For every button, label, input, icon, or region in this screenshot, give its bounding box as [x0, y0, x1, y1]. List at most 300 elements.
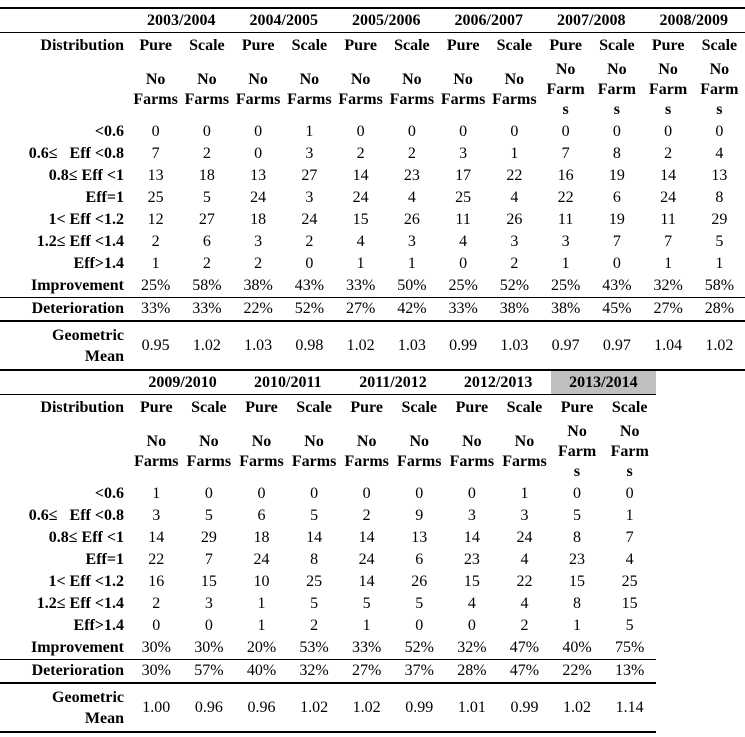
- table-row: [0, 571, 656, 593]
- year-header: 2007/2008: [557, 11, 626, 29]
- data-cell: 15: [200, 573, 217, 590]
- row-label: <0.6: [94, 485, 124, 502]
- data-cell: 0: [510, 123, 519, 140]
- data-cell: 33%: [448, 300, 478, 317]
- no-farms-text: No: [462, 433, 482, 450]
- no-farms-text: Farms: [186, 453, 232, 470]
- data-cell: 52%: [294, 300, 325, 317]
- no-farms-text: No: [607, 61, 627, 78]
- data-cell: 1: [362, 617, 371, 634]
- data-cell: 5: [715, 233, 724, 250]
- no-farms-text: No: [453, 71, 473, 88]
- distribution-header: Distribution: [40, 399, 124, 416]
- table-row: [0, 298, 745, 322]
- year-header: 2006/2007: [454, 11, 523, 29]
- row-label: Deterioration: [31, 300, 124, 317]
- data-cell: 19: [608, 167, 625, 184]
- col-header-pure: Pure: [549, 37, 582, 54]
- data-cell: 14: [660, 167, 677, 184]
- data-cell: 32%: [457, 639, 487, 656]
- data-cell: 0.98: [295, 336, 324, 354]
- no-farms-text: Farms: [389, 91, 435, 108]
- table-row: [0, 321, 745, 370]
- data-cell: 24: [516, 529, 533, 546]
- no-farms-text: Farms: [184, 91, 230, 108]
- col-header-scale: Scale: [611, 399, 648, 416]
- col-subheader-no-farms: [181, 59, 232, 121]
- data-cell: 4: [407, 189, 416, 206]
- data-cell: 30%: [194, 639, 224, 656]
- data-cell: 0.99: [405, 698, 434, 716]
- data-cell: 13: [147, 167, 164, 184]
- data-cell: 25%: [140, 277, 171, 294]
- data-cell: 5: [202, 189, 211, 206]
- column-header-row: [0, 33, 745, 60]
- data-cell: 27: [198, 211, 215, 228]
- no-farms-text: Farm: [610, 443, 649, 460]
- data-cell: 3: [520, 507, 529, 524]
- data-cell: 0: [407, 123, 416, 140]
- data-cell: 28%: [704, 300, 735, 317]
- no-farms-text: s: [573, 463, 581, 480]
- data-cell: 1.02: [705, 336, 734, 354]
- data-cell: 0: [715, 123, 724, 140]
- table-row: [0, 253, 745, 275]
- table-body: [0, 121, 745, 370]
- data-cell: 0: [305, 255, 314, 272]
- data-cell: 24: [250, 189, 267, 206]
- no-farms-text: No: [402, 71, 422, 88]
- data-cell: 3: [561, 233, 570, 250]
- data-cell: 40%: [562, 639, 592, 656]
- col-header-scale: Scale: [296, 399, 332, 416]
- data-cell: 13%: [615, 662, 645, 679]
- data-cell: 6: [257, 507, 266, 524]
- data-cell: 32%: [653, 277, 683, 294]
- data-cell: 43%: [294, 277, 325, 294]
- data-cell: 1.02: [192, 336, 221, 354]
- row-label: 1.2≤ Eff <1.4: [36, 233, 124, 250]
- data-cell: 9: [415, 507, 424, 524]
- data-cell: 0: [151, 123, 160, 140]
- col-header-pure: Pure: [344, 37, 377, 54]
- table-row: [0, 615, 656, 637]
- year-row-spacer: [0, 8, 130, 33]
- row-label: 0.8≤ Eff <1: [48, 167, 124, 184]
- data-cell: 22: [557, 189, 574, 206]
- data-cell: 25: [306, 573, 323, 590]
- data-cell: 2: [202, 255, 211, 272]
- column-header-row: [0, 395, 656, 422]
- data-cell: 24: [358, 551, 375, 568]
- table-row: [0, 209, 745, 231]
- data-cell: 0: [625, 485, 634, 502]
- data-cell: 4: [715, 145, 724, 162]
- no-farms-text: No: [304, 433, 324, 450]
- no-farms-text: Farms: [235, 91, 281, 108]
- col-subheader-no-farms: [694, 59, 745, 121]
- table-body: [0, 483, 656, 732]
- no-farms-text: No: [199, 433, 219, 450]
- col-header-pure: Pure: [350, 399, 383, 416]
- col-subheader-no-farms: [591, 59, 642, 121]
- data-cell: 7: [561, 145, 570, 162]
- data-cell: 1: [407, 255, 416, 272]
- data-cell: 0: [573, 485, 582, 502]
- col-subheader-no-farms: [540, 59, 591, 121]
- data-cell: 0: [612, 123, 621, 140]
- data-cell: 13: [411, 529, 428, 546]
- data-cell: 22: [506, 167, 523, 184]
- data-cell: 25: [621, 573, 638, 590]
- data-cell: 6: [415, 551, 424, 568]
- no-farms-text: Farms: [449, 453, 495, 470]
- data-cell: 26: [506, 211, 523, 228]
- data-cell: 0: [356, 123, 365, 140]
- year-header: 2013/2014: [551, 371, 656, 395]
- data-cell: 11: [557, 211, 574, 228]
- data-cell: 0: [612, 255, 621, 272]
- col-subheader-no-farms: [183, 421, 236, 483]
- data-cell: 27%: [345, 300, 376, 317]
- data-cell: 27: [301, 167, 318, 184]
- col-subheader-no-farms: [489, 59, 540, 121]
- no-farms-text: Farms: [134, 453, 179, 470]
- data-cell: 2: [305, 233, 314, 250]
- no-farms-text: Farm: [649, 81, 688, 98]
- year-header: 2008/2009: [659, 11, 728, 29]
- table-row: [0, 275, 745, 298]
- data-cell: 15: [569, 573, 586, 590]
- data-cell: 24: [352, 189, 369, 206]
- data-cell: 20%: [246, 639, 277, 656]
- efficiency-distribution-table-2003-2009: [0, 7, 745, 371]
- col-header-scale: Scale: [401, 399, 438, 416]
- data-cell: 2: [356, 145, 365, 162]
- data-cell: 25%: [448, 277, 478, 294]
- data-cell: 5: [362, 595, 371, 612]
- data-cell: 3: [152, 507, 161, 524]
- efficiency-distribution-table-2009-2014: [0, 371, 656, 733]
- data-cell: 6: [612, 189, 621, 206]
- no-farms-text: Farms: [239, 453, 284, 470]
- table-row: [0, 683, 656, 732]
- col-header-pure: Pure: [560, 399, 594, 416]
- row-label: Eff=1: [85, 189, 124, 206]
- data-cell: 19: [608, 211, 625, 228]
- col-subheader-no-farms: [233, 59, 284, 121]
- row-label: 1< Eff <1.2: [48, 211, 124, 228]
- data-cell: 7: [204, 551, 213, 568]
- data-cell: 1: [715, 255, 724, 272]
- data-cell: 5: [625, 617, 634, 634]
- row-label-line: Geometric: [52, 688, 124, 706]
- col-subheader-no-farms: [498, 421, 551, 483]
- data-cell: 7: [151, 145, 160, 162]
- data-cell: 13: [250, 167, 267, 184]
- data-cell: 33%: [352, 639, 382, 656]
- data-cell: 1.14: [615, 698, 644, 716]
- no-farms-text: s: [626, 463, 633, 480]
- data-cell: 38%: [243, 277, 273, 294]
- table-row: [0, 505, 656, 527]
- data-cell: 15: [621, 595, 638, 612]
- data-cell: 47%: [509, 662, 540, 679]
- data-cell: 5: [204, 507, 213, 524]
- data-cell: 15: [463, 573, 480, 590]
- col-subheader-no-farms: [235, 421, 288, 483]
- year-header: 2005/2006: [352, 11, 421, 29]
- data-cell: 2: [664, 145, 673, 162]
- distribution-header: Distribution: [40, 37, 124, 54]
- data-cell: 42%: [397, 300, 427, 317]
- data-cell: 4: [520, 595, 529, 612]
- col-header-scale: Scale: [394, 37, 430, 54]
- data-cell: 28%: [457, 662, 487, 679]
- data-cell: 53%: [299, 639, 329, 656]
- data-cell: 12: [147, 211, 164, 228]
- data-cell: 38%: [499, 300, 530, 317]
- data-cell: 3: [407, 233, 416, 250]
- col-subheader-no-farms: [386, 59, 437, 121]
- data-cell: 3: [254, 233, 263, 250]
- no-farms-text: Farm: [700, 81, 739, 98]
- no-farms-text: s: [562, 101, 569, 118]
- data-cell: 1: [561, 255, 570, 272]
- data-cell: 1: [664, 255, 673, 272]
- col-subheader-no-farms: [130, 59, 181, 121]
- col-subheader-no-farms: [446, 421, 499, 483]
- row-label: Eff>1.4: [73, 617, 124, 634]
- no-farms-text: No: [145, 71, 166, 88]
- table-row: [0, 121, 745, 143]
- data-cell: 0: [202, 123, 211, 140]
- data-cell: 3: [510, 233, 519, 250]
- no-farms-text: Farms: [502, 453, 547, 470]
- data-cell: 30%: [141, 639, 171, 656]
- col-subheader-no-farms: [643, 59, 694, 121]
- data-cell: 4: [520, 551, 529, 568]
- data-cell: 7: [625, 529, 634, 546]
- data-cell: 4: [459, 233, 468, 250]
- row-label: 0.6≤ Eff <0.8: [28, 507, 124, 524]
- data-cell: 57%: [194, 662, 224, 679]
- no-farms-text: Farms: [440, 91, 486, 108]
- data-cell: 5: [310, 595, 319, 612]
- col-subheader-no-farms: [393, 421, 446, 483]
- data-cell: 0: [310, 485, 319, 502]
- data-cell: 1.03: [500, 336, 529, 354]
- data-cell: 22: [148, 551, 165, 568]
- table-row: [0, 231, 745, 253]
- data-cell: 4: [510, 189, 519, 206]
- no-farms-text: No: [658, 61, 678, 78]
- data-cell: 25%: [550, 277, 581, 294]
- data-cell: 8: [573, 595, 582, 612]
- data-cell: 1.02: [563, 698, 592, 716]
- data-cell: 52%: [404, 639, 434, 656]
- data-cell: 22%: [562, 662, 592, 679]
- no-farms-text: Farms: [133, 91, 178, 108]
- data-cell: 11: [455, 211, 471, 228]
- data-cell: 7: [664, 233, 673, 250]
- data-cell: 29: [711, 211, 728, 228]
- data-cell: 37%: [404, 662, 434, 679]
- data-cell: 0: [459, 123, 468, 140]
- data-cell: 14: [463, 529, 480, 546]
- no-farms-text: No: [299, 71, 320, 88]
- no-farms-text: No: [619, 423, 640, 440]
- table-row: [0, 660, 656, 684]
- data-cell: 1.01: [457, 698, 486, 716]
- data-cell: 1: [152, 485, 161, 502]
- table-row: [0, 143, 745, 165]
- data-cell: 16: [557, 167, 574, 184]
- data-cell: 38%: [550, 300, 581, 317]
- data-cell: 1.02: [346, 336, 375, 354]
- col-header-scale: Scale: [189, 37, 225, 54]
- row-label: 1.2≤ Eff <1.4: [36, 595, 124, 612]
- data-cell: 22: [516, 573, 533, 590]
- data-cell: 17: [455, 167, 472, 184]
- year-header: 2011/2012: [359, 373, 427, 391]
- data-cell: 18: [198, 167, 215, 184]
- data-cell: 2: [407, 145, 416, 162]
- col-subheader-no-farms: [603, 421, 656, 483]
- data-cell: 40%: [246, 662, 277, 679]
- data-cell: 6: [202, 233, 211, 250]
- col-header-pure: Pure: [455, 399, 489, 416]
- no-farms-text: No: [350, 71, 371, 88]
- row-label: Deterioration: [31, 662, 124, 679]
- data-cell: 45%: [602, 300, 632, 317]
- data-cell: 11: [660, 211, 676, 228]
- data-cell: 2: [362, 507, 371, 524]
- data-cell: 0: [561, 123, 570, 140]
- data-cell: 1: [151, 255, 160, 272]
- data-cell: 29: [200, 529, 217, 546]
- data-cell: 8: [573, 529, 582, 546]
- no-farms-text: No: [567, 423, 587, 440]
- data-cell: 33%: [140, 300, 171, 317]
- data-cell: 0: [204, 617, 213, 634]
- col-header-pure: Pure: [241, 37, 275, 54]
- data-cell: 0: [467, 617, 476, 634]
- data-cell: 1.00: [142, 698, 171, 716]
- subheader-row: [0, 59, 745, 121]
- data-cell: 3: [305, 189, 314, 206]
- year-header-row: [0, 371, 656, 395]
- no-farms-text: No: [251, 433, 272, 450]
- data-cell: 1: [520, 485, 529, 502]
- data-cell: 33%: [345, 277, 376, 294]
- data-cell: 0: [204, 485, 213, 502]
- data-cell: 50%: [397, 277, 427, 294]
- table-row: [0, 593, 656, 615]
- data-cell: 23: [463, 551, 480, 568]
- data-cell: 26: [411, 573, 428, 590]
- data-cell: 0.96: [194, 698, 223, 716]
- row-label: Improvement: [30, 277, 124, 294]
- row-label: 0.8≤ Eff <1: [48, 529, 124, 546]
- data-cell: 8: [310, 551, 319, 568]
- row-label-line: Geometric: [52, 326, 124, 344]
- data-cell: 2: [254, 255, 263, 272]
- col-subheader-no-farms: [284, 59, 335, 121]
- year-header: 2009/2010: [148, 373, 217, 391]
- year-header-row: [0, 8, 745, 33]
- data-cell: 0.97: [551, 336, 580, 354]
- no-farms-text: No: [504, 71, 525, 88]
- data-cell: 3: [459, 145, 468, 162]
- data-cell: 1: [305, 123, 314, 140]
- year-header: 2012/2013: [463, 373, 533, 391]
- no-farms-text: Farms: [338, 91, 383, 108]
- row-label: <0.6: [94, 123, 124, 140]
- data-cell: 18: [253, 529, 270, 546]
- no-farms-text: Farms: [397, 453, 442, 470]
- data-cell: 0: [257, 485, 266, 502]
- no-farms-text: No: [409, 433, 430, 450]
- col-header-pure: Pure: [651, 37, 685, 54]
- data-cell: 24: [660, 189, 677, 206]
- data-cell: 58%: [192, 277, 222, 294]
- year-header: 2003/2004: [147, 11, 216, 29]
- data-cell: 23: [403, 167, 420, 184]
- data-cell: 1: [625, 507, 634, 524]
- no-farms-text: No: [709, 61, 730, 78]
- col-header-pure: Pure: [140, 399, 173, 416]
- row-label: 0.6≤ Eff <0.8: [28, 145, 124, 162]
- table-row: [0, 549, 656, 571]
- row-label-line: Mean: [84, 709, 124, 727]
- data-cell: 4: [625, 551, 634, 568]
- data-cell: 8: [612, 145, 621, 162]
- data-cell: 5: [573, 507, 582, 524]
- data-cell: 27%: [653, 300, 683, 317]
- data-cell: 18: [250, 211, 267, 228]
- subheader-spacer: [0, 59, 130, 121]
- col-subheader-no-farms: [288, 421, 341, 483]
- data-cell: 1.02: [300, 698, 329, 716]
- row-label: Eff>1.4: [73, 255, 124, 272]
- table-row: [0, 637, 656, 660]
- col-header-pure: Pure: [139, 37, 172, 54]
- data-cell: 30%: [141, 662, 171, 679]
- data-cell: 14: [306, 529, 323, 546]
- data-cell: 25: [455, 189, 472, 206]
- data-cell: 23: [569, 551, 586, 568]
- data-cell: 1: [356, 255, 365, 272]
- row-label-line: Mean: [84, 347, 124, 365]
- data-cell: 0.95: [141, 336, 170, 354]
- year-header: 2004/2005: [249, 11, 318, 29]
- data-cell: 2: [510, 255, 519, 272]
- data-cell: 47%: [509, 639, 540, 656]
- data-cell: 0: [415, 617, 424, 634]
- no-farms-text: s: [665, 101, 672, 118]
- data-cell: 75%: [615, 639, 645, 656]
- table-row: [0, 483, 656, 505]
- data-cell: 26: [403, 211, 420, 228]
- data-cell: 7: [612, 233, 621, 250]
- data-cell: 10: [253, 573, 270, 590]
- row-label: [0, 321, 130, 370]
- table-header: [0, 371, 656, 483]
- no-farms-text: No: [514, 433, 535, 450]
- no-farms-text: No: [555, 61, 576, 78]
- col-header-scale: Scale: [599, 37, 635, 54]
